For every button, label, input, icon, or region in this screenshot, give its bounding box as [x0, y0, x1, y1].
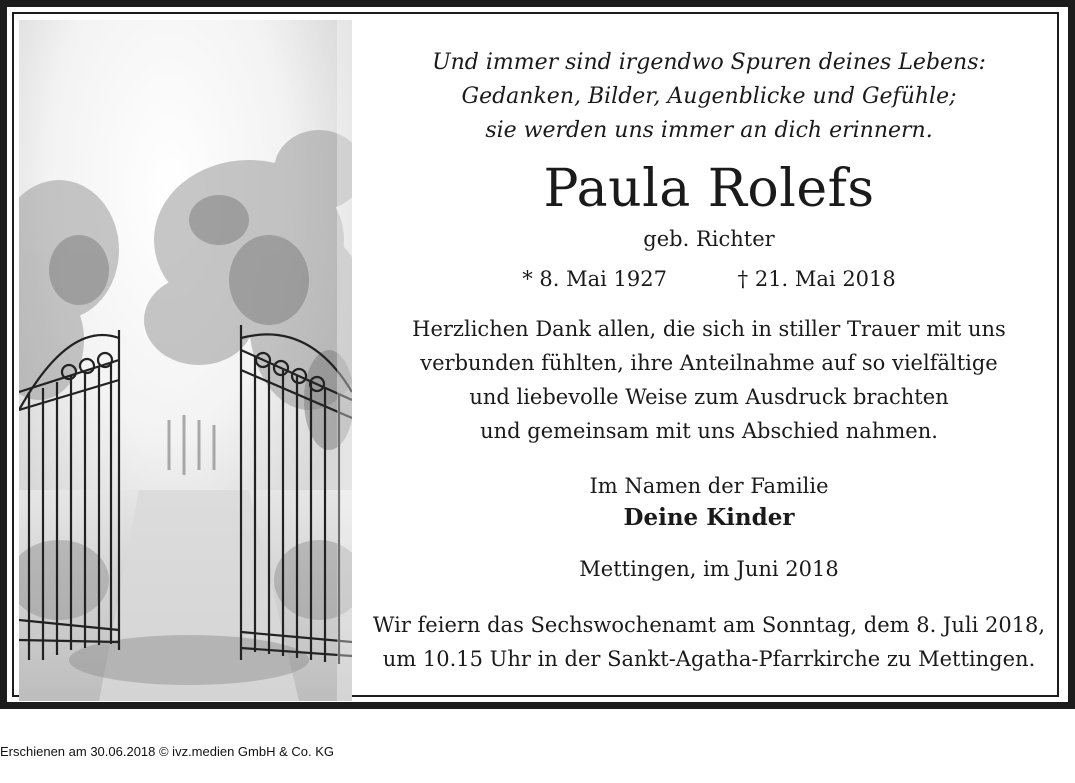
- family-intro: Im Namen der Familie: [589, 474, 829, 498]
- service-line: Wir feiern das Sechswochenamt am Sonntag, dem 8. Juli 2018,: [372, 613, 1046, 637]
- notice-inner: [7, 7, 1068, 702]
- deceased-name: Paula Rolefs: [543, 159, 875, 219]
- quote-line: sie werden uns immer an dich erinnern.: [485, 118, 933, 143]
- notice-text: [359, 14, 1059, 699]
- life-dates: [359, 264, 1059, 294]
- garden-gate-illustration: [19, 20, 352, 701]
- thanks-line: verbunden fühlten, ihre Anteilnahme auf so vielfältige: [420, 351, 998, 375]
- memorial-quote: [359, 46, 1059, 148]
- publication-credit: Erschienen am 30.06.2018 © ivz.medien GmbH & Co. KG: [0, 744, 335, 759]
- thanks-line: und liebevolle Weise zum Ausdruck brachten: [469, 385, 949, 409]
- quote-line: Und immer sind irgendwo Spuren deines Lebens:: [432, 50, 986, 75]
- thanks-line: Herzlichen Dank allen, die sich in stiller Trauer mit uns: [412, 317, 1006, 341]
- maiden-name: geb. Richter: [643, 227, 775, 251]
- place-date: Mettingen, im Juni 2018: [579, 557, 839, 581]
- family-signature: Deine Kinder: [623, 504, 795, 531]
- quote-line: Gedanken, Bilder, Augenblicke und Gefühle;: [461, 84, 957, 109]
- service-line: um 10.15 Uhr in der Sankt-Agatha-Pfarrkirche zu Mettingen.: [382, 647, 1036, 671]
- garden-gate-photo: [19, 20, 352, 701]
- death-date: † 21. Mai 2018: [737, 267, 896, 291]
- notice-frame: [12, 12, 1059, 697]
- thanks-message: [359, 312, 1059, 448]
- service-announcement: [359, 608, 1059, 676]
- birth-date: * 8. Mai 1927: [522, 267, 667, 291]
- thanks-line: und gemeinsam mit uns Abschied nahmen.: [480, 419, 938, 443]
